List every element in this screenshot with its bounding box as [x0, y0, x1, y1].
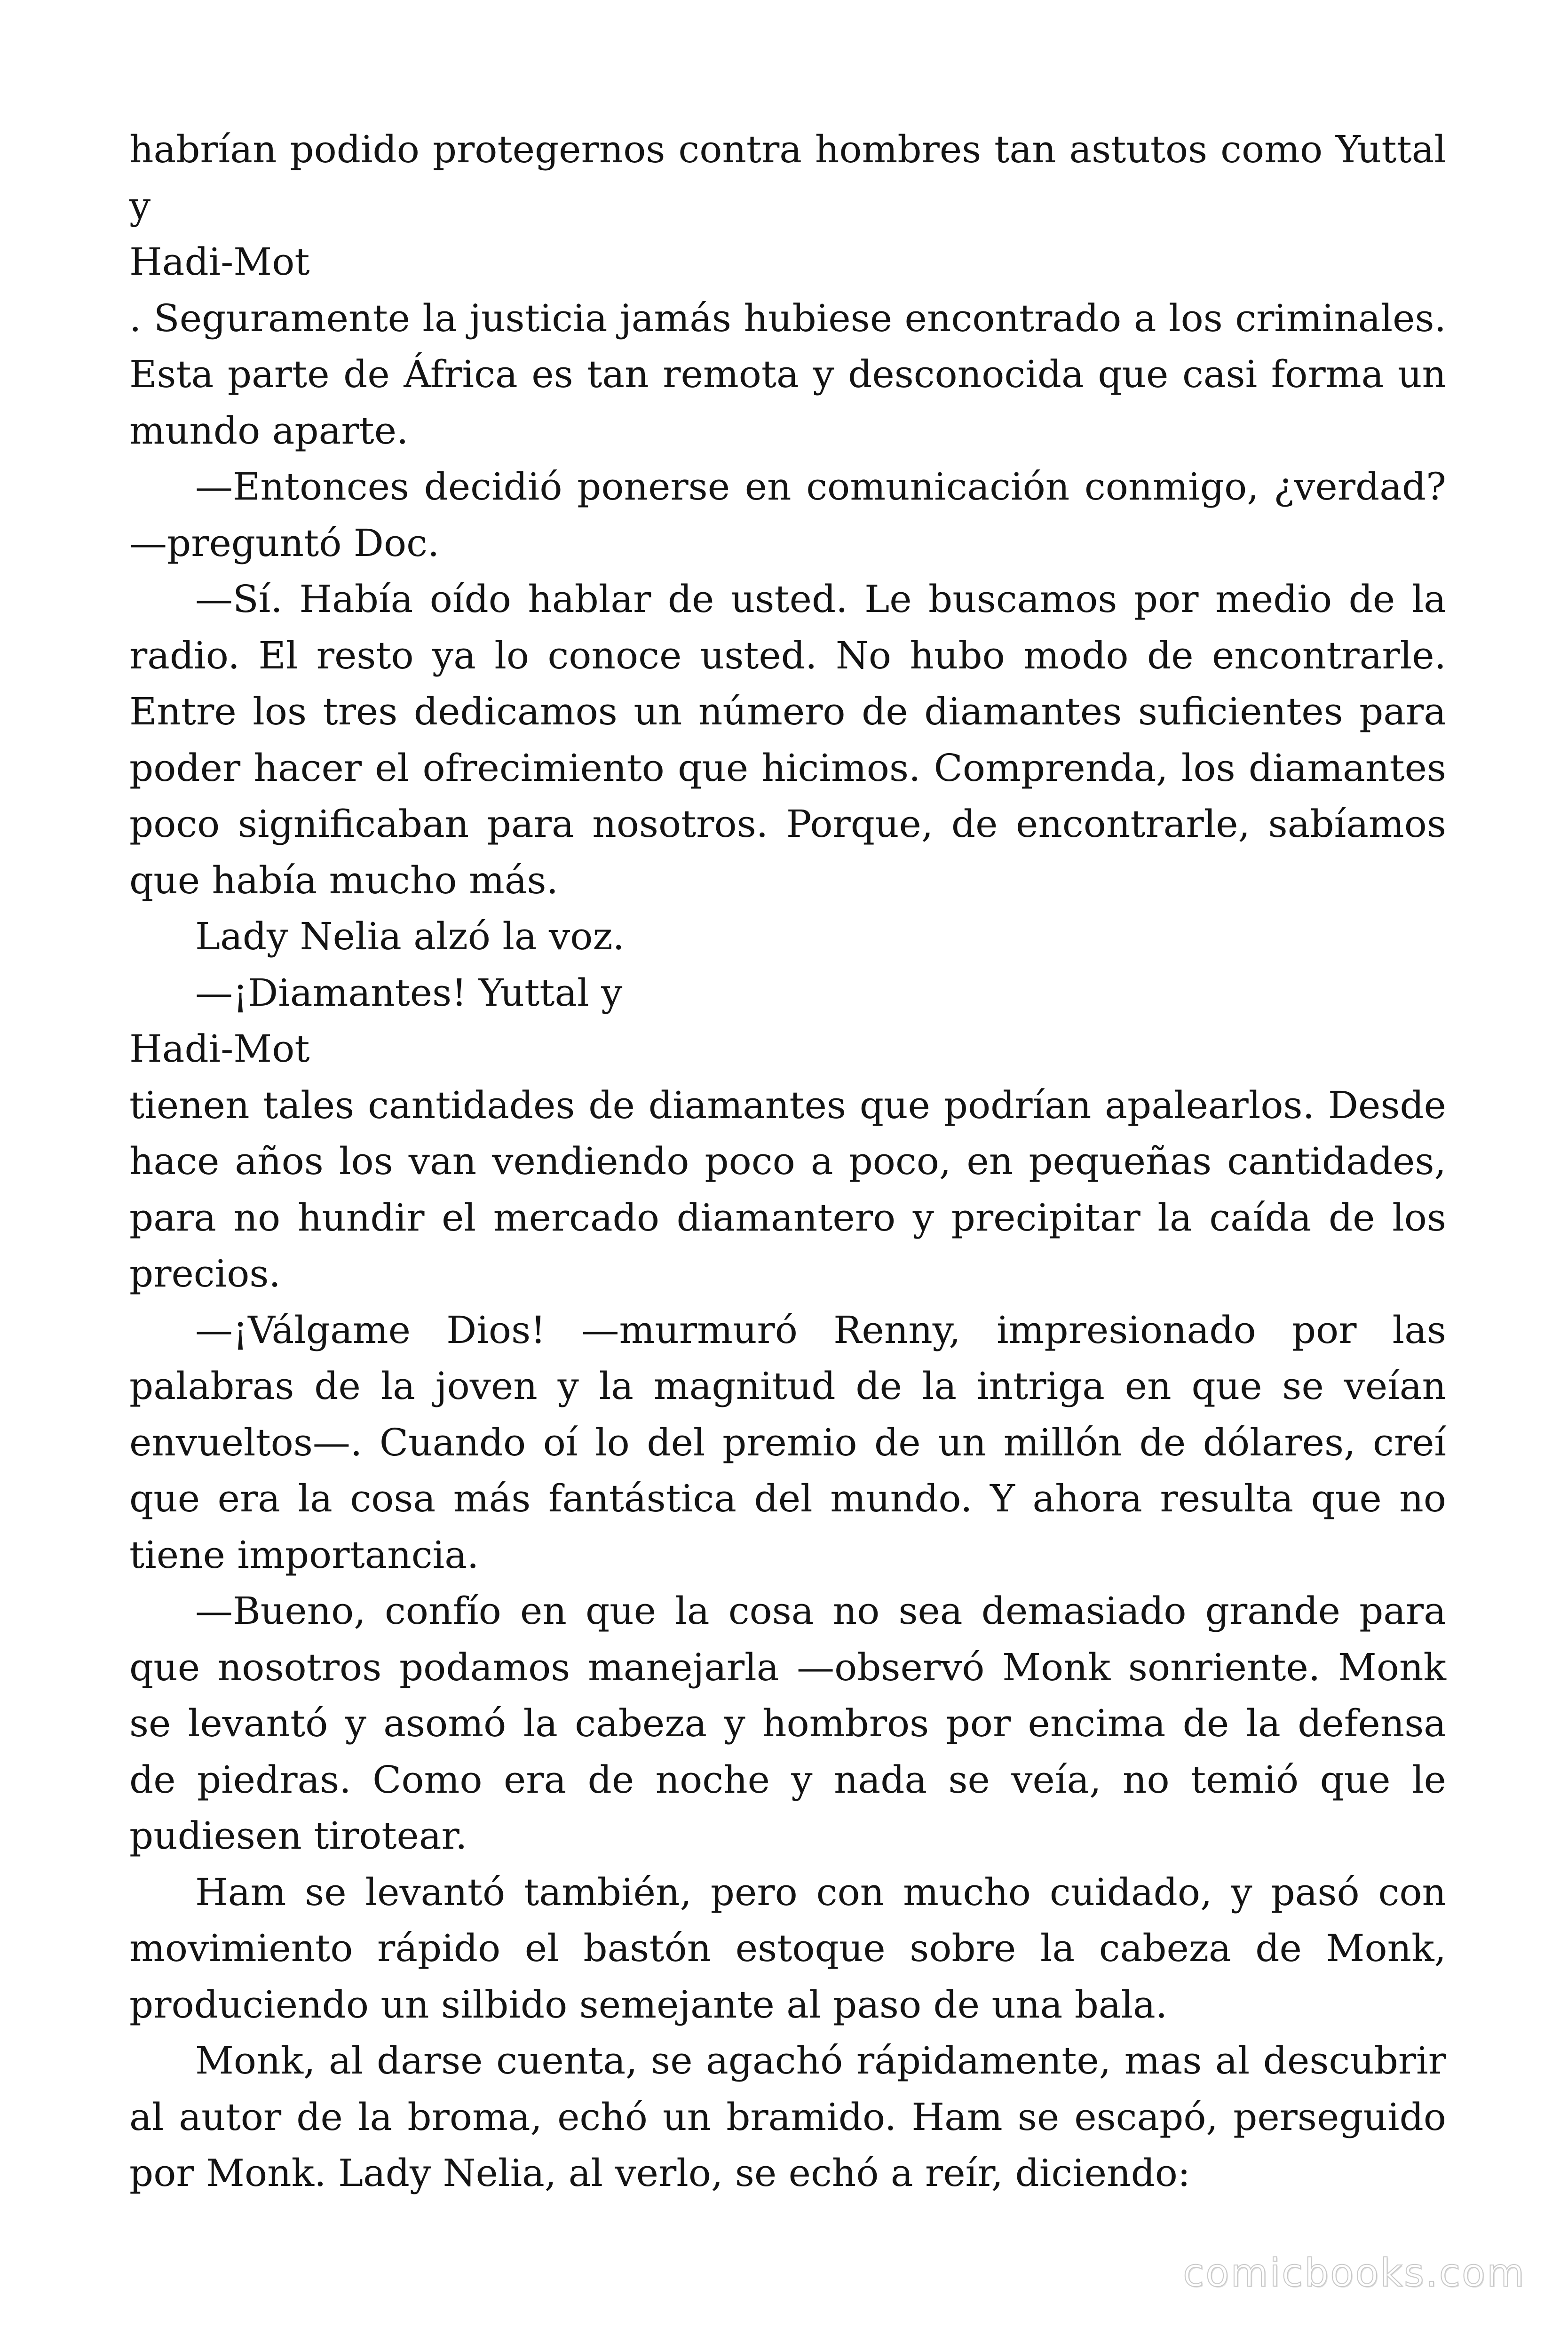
text-line: Hadi-Mot — [129, 1027, 310, 1071]
text-line: pudiesen tirotear. — [129, 1814, 467, 1858]
text-line: Entre los tres dedicamos un número de diamantes suficientes para — [129, 690, 1446, 733]
text-line: poco significaban para nosotros. Porque, de encontrarle, sabíamos — [129, 802, 1446, 846]
text-line: Esta parte de África es tan remota y desconocida que casi forma un — [129, 352, 1446, 396]
text-line: al autor de la broma, echó un bramido. Ham se escapó, perseguido — [129, 2095, 1446, 2139]
watermark: comicbooks.com — [1183, 2251, 1526, 2296]
text-line: produciendo un silbido semejante al paso de una bala. — [129, 1982, 1168, 2026]
text-line: se levantó y asomó la cabeza y hombros por encima de la defensa — [129, 1701, 1446, 1745]
text-line: que era la cosa más fantástica del mundo. Y ahora resulta que no — [129, 1477, 1446, 1520]
text-line: mundo aparte. — [129, 408, 409, 453]
text-line: que nosotros podamos manejarla —observó Monk sonriente. Monk — [129, 1645, 1446, 1689]
text-line: precios. — [129, 1252, 281, 1295]
text-line: —Entonces decidió ponerse en comunicación conmigo, ¿verdad? — [195, 465, 1446, 509]
page-body — [129, 121, 1446, 2201]
text-line: —Sí. Había oído hablar de usted. Le buscamos por medio de la — [195, 577, 1446, 621]
text-line: palabras de la joven y la magnitud de la intriga en que se veían — [129, 1364, 1446, 1408]
text-line: y — [129, 183, 151, 228]
text-line: —¡Válgame Dios! —murmuró Renny, impresionado por las — [195, 1308, 1446, 1352]
text-line: tiene importancia. — [129, 1533, 479, 1577]
text-line: hace años los van vendiendo poco a poco, en pequeñas cantidades, — [129, 1139, 1446, 1183]
text-line: radio. El resto ya lo conoce usted. No hubo modo de encontrarle. — [129, 633, 1446, 677]
text-line: Ham se levantó también, pero con mucho cuidado, y pasó con — [195, 1870, 1446, 1914]
text-line: para no hundir el mercado diamantero y precipitar la caída de los — [129, 1195, 1446, 1240]
text-line: que había mucho más. — [129, 858, 558, 902]
text-line: poder hacer el ofrecimiento que hicimos. Comprenda, los diamantes — [129, 746, 1446, 790]
text-line: envueltos—. Cuando oí lo del premio de un millón de dólares, creí — [129, 1420, 1446, 1464]
text-line: por Monk. Lady Nelia, al verlo, se echó a reír, diciendo: — [129, 2151, 1190, 2195]
text-line: —¡Diamantes! Yuttal y — [195, 970, 623, 1015]
text-line: de piedras. Como era de noche y nada se veía, no temió que le — [129, 1757, 1446, 1802]
text-line: habrían podido protegernos contra hombres tan astutos como Yuttal — [129, 127, 1446, 171]
text-line: movimiento rápido el bastón estoque sobre la cabeza de Monk, — [129, 1926, 1446, 1970]
text-line: tienen tales cantidades de diamantes que podrían apalearlos. Desde — [129, 1083, 1446, 1127]
text-line: —Bueno, confío en que la cosa no sea demasiado grande para — [195, 1589, 1446, 1633]
text-line: Lady Nelia alzó la voz. — [195, 914, 625, 958]
text-line: . Seguramente la justicia jamás hubiese encontrado a los criminales. — [129, 296, 1446, 340]
text-line: —preguntó Doc. — [129, 521, 440, 565]
text-line: Hadi-Mot — [129, 240, 310, 284]
text-line: Monk, al darse cuenta, se agachó rápidamente, mas al descubrir — [195, 2039, 1446, 2082]
